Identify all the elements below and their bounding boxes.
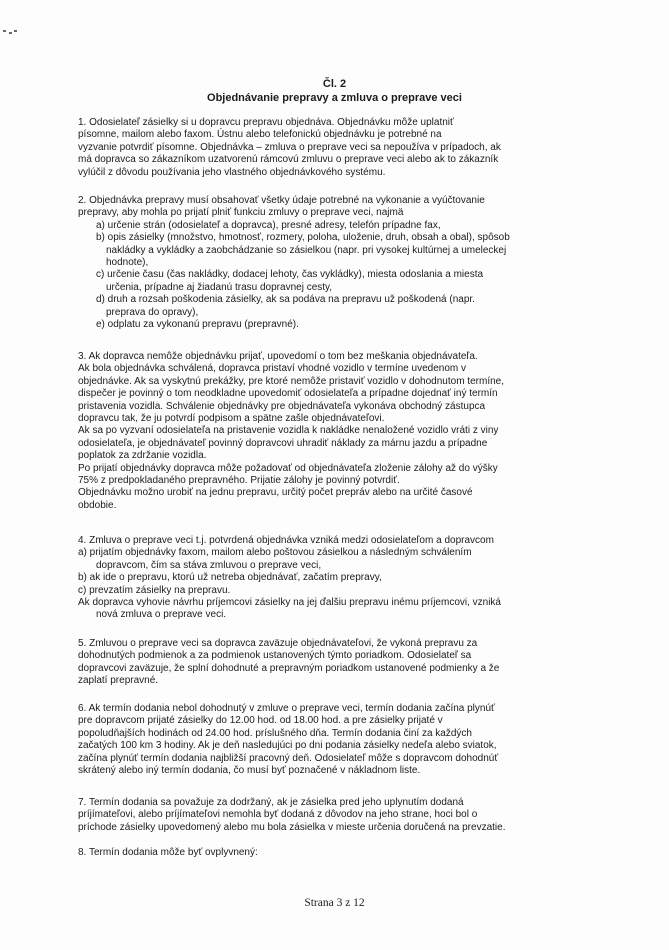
text-line: skrátený alebo iný termín dodania, čo musí byť poznačené v nákladnom liste. (78, 765, 421, 777)
list-item-a: a) prijatím objednávky faxom, mailom alebo poštovou zásielkou a následným schválením (78, 547, 472, 559)
text-line: objednávke. Ak sa vyskytnú prekážky, pre ktoré nemôže pristaviť vozidlo v dohodnutom termíne, (78, 375, 504, 387)
page-number: Strana 3 z 12 (304, 897, 365, 909)
text-line: dopravcu tak, že ju potvrdí podpisom a spätne zašle objednávateľovi. (78, 413, 385, 425)
text-line: 4. Zmluva o preprave veci t.j. potvrdená objednávka vzniká medzi odosielateľom a dopravcom (78, 535, 494, 546)
list-item-e: e) odplatu za vykonanú prepravu (prepravné). (96, 319, 299, 331)
list-item-b-cont: hodnote), (106, 257, 149, 269)
list-item-c: c) prevzatím zásielky na prepravu. (78, 584, 231, 596)
text-line: pristavenia vozidla. Schválenie objednávky pre objednávateľa vykonáva obchodný zástupca (78, 400, 486, 412)
text-line: Objednávku možno urobiť na jednu prepravu, určitý počet prepráv alebo na určité časové (78, 487, 473, 499)
text-line: príchode zásielky upovedomený alebo mu bola zásielka v mieste určenia doručená na prevzatie. (78, 821, 506, 833)
text-line: poplatok za zdržanie vozidla. (78, 450, 207, 462)
article-title: Objednávanie prepravy a zmluva o preprave veci (207, 92, 462, 104)
text-line: 8. Termín dodania môže byť ovplyvnený: (78, 847, 258, 858)
text-line: vyzvanie potvrdiť písomne. Objednávka – zmluva o preprave veci sa nepoužíva v prípadoch, ak (78, 141, 501, 153)
text-line: pre dopravcom prijaté zásielky do 12.00 hod. od 18.00 hod. a pre zásielky prijaté v (78, 715, 443, 727)
list-item-b: b) ak ide o prepravu, ktorú už netreba objednávať, začatím prepravy, (78, 572, 382, 584)
text-line: Ak bola objednávka schválená, dopravca pristaví vhodné vozidlo v termíne uvedenom v (78, 363, 467, 375)
list-item-c: c) určenie času (čas nakládky, dodacej lehoty, čas vykládky), miesta odoslania a miesta (96, 269, 484, 281)
text-line: Ak sa po vyzvaní odosielateľa na pristavenie vozidla k nakládke nenaložené vozidlo vráti z viny (78, 425, 499, 437)
scan-edge-mark (0, 0, 22, 40)
article-number: Čl. 2 (322, 78, 347, 90)
text-line: popoludňajších hodinách od 24.00 hod. príslušného dňa. Termín dodania činí za každých (78, 727, 472, 739)
paragraph-6 (78, 703, 584, 777)
text-line: prepravy, aby mohla po prijatí plniť funkciu zmluvy o preprave veci, najmä (78, 207, 404, 219)
list-item-b-cont: nakládky a vykládky a zaobchádzanie so zásielkou (napr. pri vysokej kultúrnej a umeleckej (106, 244, 507, 256)
text-line: nová zmluva o preprave veci. (96, 609, 227, 621)
text-line: písomne, mailom alebo faxom. Ústnu alebo telefonickú objednávku je potrebné na (78, 129, 442, 141)
text-line: vylúčil z dôvodu používania jeho vlastného objednávkového systému. (78, 166, 386, 178)
list-item-a: a) určenie strán (odosielateľ a dopravca), presné adresy, telefón prípadne fax, (96, 219, 441, 231)
text-line: 5. Zmluvou o preprave veci sa dopravca zaväzuje objednávateľovi, že vykoná prepravu za (78, 638, 478, 649)
list-item-c-cont: určenia, prípadne aj žiadanú trasu dopravnej cesty, (106, 281, 333, 293)
paragraph-8 (78, 847, 584, 859)
paragraph-7 (78, 797, 584, 834)
list-item-d-cont: preprava do opravy), (106, 306, 199, 318)
paragraph-1 (78, 117, 584, 179)
text-line: odosielateľa, je objednávateľ povinný dopravcovi uhradiť náklady za márnu jazdu a prípadne (78, 437, 488, 449)
text-line: začatých 100 km 3 hodiny. Ak je deň nasledujúci po dni podania zásielky nedeľa alebo sviatok, (78, 740, 497, 752)
list-item-d: d) druh a rozsah poškodenia zásielky, ak sa podáva na prepravu už poškodená (napr. (96, 294, 475, 306)
text-line: príjímateľovi, alebo príjímateľovi nemohla byť dodaná z dôvodov na jeho strane, hoci bol o (78, 809, 478, 821)
text-line: dohodnutých podmienok a za podmienok ustanovených týmto poriadkom. Odosielateľ sa (78, 650, 472, 662)
paragraph-5 (78, 638, 584, 688)
text-line: 6. Ak termín dodania nebol dohodnutý v zmluve o preprave veci, termín dodania začína plynúť (78, 703, 495, 714)
text-line: 1. Odosielateľ zásielky si u dopravcu prepravu objednáva. Objednávku môže uplatniť (78, 117, 454, 128)
paragraph-2 (78, 195, 584, 331)
text-line: má dopravca so zákazníkom uzatvorenú rámcovú zmluvu o preprave veci alebo ak to zákazník (78, 154, 499, 166)
paragraph-3 (78, 351, 584, 512)
paragraph-4 (78, 535, 584, 622)
text-line: 3. Ak dopravca nemôže objednávku prijať, upovedomí o tom bez meškania objednávateľa. (78, 351, 478, 362)
list-item-b: b) opis zásielky (množstvo, hmotnosť, rozmery, poloha, uloženie, druh, obsah a obal), spôsob (96, 232, 510, 244)
text-line: dispečer je povinný o tom neodkladne upovedomiť odosielateľa a prípadne dojednať iný termín (78, 388, 498, 400)
text-line: Po prijatí objednávky dopravca môže požadovať od objednávateľa zloženie zálohy až do výšky (78, 462, 498, 474)
text-line: začína plynúť termín dodania najbližší pracovný deň. Odosielateľ môže s dopravcom dohodnúť (78, 752, 499, 764)
text-line: obdobie. (78, 499, 117, 511)
text-line: 75% z predpokladaného prepravného. Prijatie zálohy je povinný potvrdiť. (78, 475, 400, 487)
text-line: 7. Termín dodania sa považuje za dodržaný, ak je zásielka pred jeho uplynutím dodaná (78, 797, 464, 808)
text-line: dopravcovi zaväzuje, že splní dohodnuté a prepravným poriadkom ustanovené podmienky a že (78, 662, 500, 674)
text-line: zaplatí prepravné. (78, 675, 159, 687)
text-line: Ak dopravca vyhovie návrhu príjemcovi zásielky na jej ďalšiu prepravu inému príjemcovi, vzniká (78, 597, 501, 609)
text-line: 2. Objednávka prepravy musí obsahovať všetky údaje potrebné na vykonanie a vyúčtovanie (78, 195, 485, 206)
list-item-a-cont: dopravcom, čím sa stáva zmluvou o preprave veci, (96, 559, 322, 571)
